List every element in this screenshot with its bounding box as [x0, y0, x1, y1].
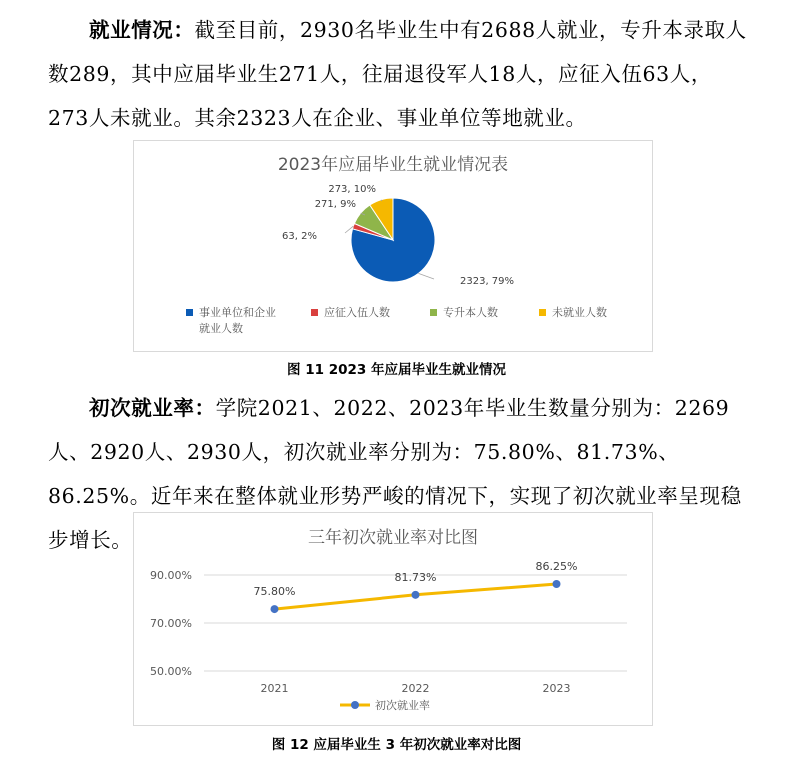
- data-point: [412, 591, 420, 599]
- line-chart-frame: [133, 512, 653, 726]
- pie-legend: [134, 305, 652, 345]
- legend-marker: [351, 701, 359, 709]
- legend-swatch: [430, 309, 437, 316]
- legend-label: 事业单位和企业: [199, 306, 276, 319]
- legend-label: 未就业人数: [552, 306, 607, 319]
- legend-swatch: [186, 309, 193, 316]
- legend-swatch: [539, 309, 546, 316]
- pie-data-label: 271, 9%: [314, 199, 356, 210]
- legend-item-unemployed: [539, 305, 607, 321]
- legend-item-enterprise: [186, 305, 276, 337]
- x-tick-label: 2021: [260, 682, 289, 695]
- x-tick-label: 2022: [401, 682, 430, 695]
- paragraph-heading: 就业情况：: [89, 18, 195, 42]
- pie-data-label: 63, 2%: [282, 231, 317, 242]
- paragraph-heading: 初次就业率：: [89, 396, 216, 420]
- pie-data-label: 2323, 79%: [460, 276, 515, 287]
- data-label: 86.25%: [535, 560, 578, 573]
- paragraph-body: 学院2021、2022、2023年毕业生数量分别为：2269人、2920人、2930人，初次就业率分别为：75.80%、81.73%、86.25%。近年来在整体就业形势严峻的情况下，实现了初次就业率呈现稳步增长。: [48, 396, 742, 552]
- data-point: [271, 605, 279, 613]
- legend-swatch: [311, 309, 318, 316]
- pie-data-label: 273, 10%: [328, 184, 376, 195]
- data-label: 75.80%: [253, 585, 296, 599]
- data-label: 81.73%: [394, 570, 437, 584]
- line-chart-title: 三年初次就业率对比图: [308, 528, 478, 548]
- pie-chart-title: 2023年应届毕业生就业情况表: [277, 155, 509, 175]
- line-legend: [340, 698, 430, 712]
- legend-label: 应征入伍人数: [324, 306, 390, 319]
- paragraph-body: 截至目前，2930名毕业生中有2688人就业，专升本录取人数289，其中应届毕业生271人，往届退役军人18人，应征入伍63人，273人未就业。其余2323人在企业、事业单位等地就业。: [48, 18, 747, 130]
- figure12-caption: 图 12 应届毕业生 3 年初次就业率对比图: [271, 737, 522, 753]
- legend-label-line2: 就业人数: [199, 322, 243, 335]
- y-tick-label: 50.00%: [150, 665, 192, 678]
- line-chart: [134, 513, 652, 725]
- figure11-caption: 图 11 2023 年应届毕业生就业情况: [287, 362, 506, 378]
- paragraph-employment: [48, 8, 748, 140]
- x-tick-label: 2023: [542, 682, 571, 695]
- legend-item-enlist: [311, 305, 390, 321]
- pie-chart-frame: [133, 140, 653, 352]
- leader-line: [418, 273, 434, 279]
- legend-label: 初次就业率: [375, 699, 430, 712]
- legend-item-upgrade: [430, 305, 498, 321]
- legend-label: 专升本人数: [443, 306, 498, 319]
- y-tick-label: 90.00%: [150, 569, 192, 582]
- data-point: [553, 580, 561, 588]
- y-tick-label: 70.00%: [150, 617, 192, 630]
